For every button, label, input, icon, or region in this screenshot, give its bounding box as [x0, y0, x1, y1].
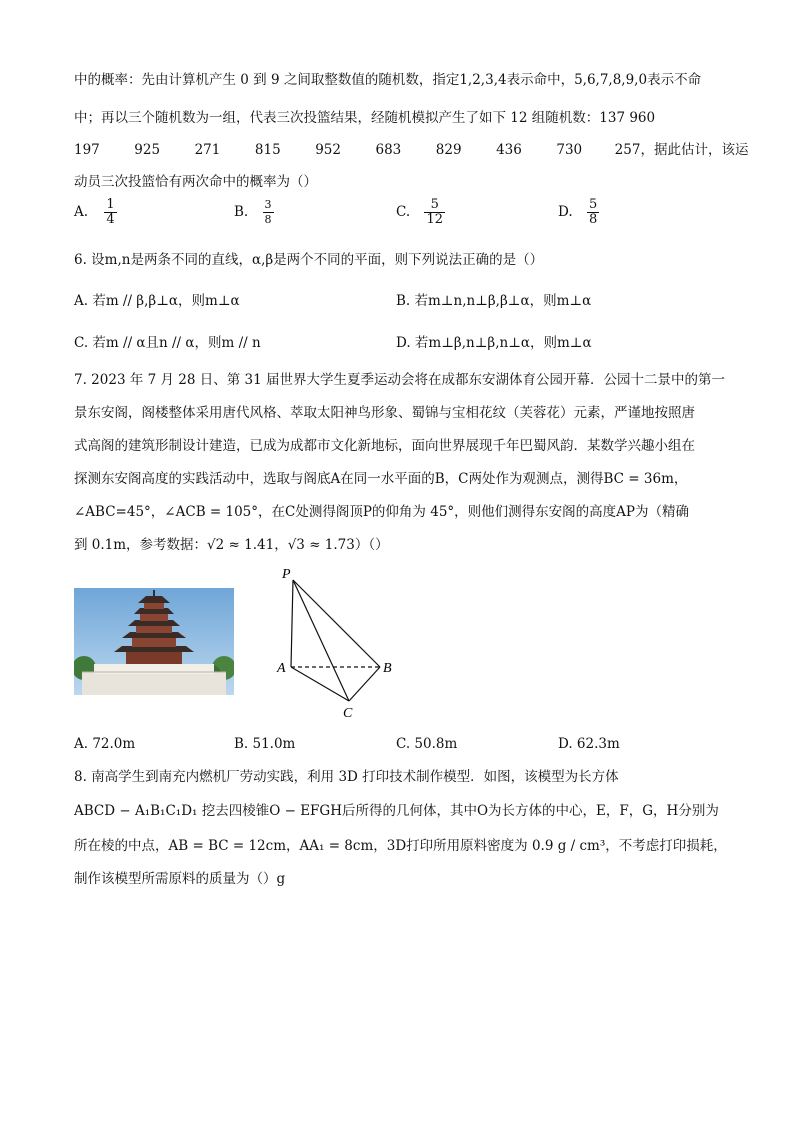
random-number: 952 — [315, 142, 341, 158]
q7-option-a: A. 72.0m — [74, 736, 136, 752]
q7-line-5: ∠ABC=45°，∠ACB = 105°，在C处测得阁顶P的仰角为 45°，则他们测得东安阁的高度AP为（精确 — [74, 504, 689, 520]
q6-option-c: C. 若m // α且n // α，则m // n — [74, 335, 261, 351]
label-a: A — [277, 661, 286, 676]
q8-line-3: 所在棱的中点，AB = BC = 12cm，AA₁ = 8cm，3D打印所用原料密度为 0.9 g / cm³，不考虑打印损耗， — [74, 838, 727, 854]
q5-option-b — [234, 198, 274, 227]
numerator: 3 — [264, 198, 272, 211]
numerator: 1 — [106, 197, 115, 212]
pavilion-image — [74, 588, 234, 695]
q5-option-a — [74, 198, 117, 227]
label-b: B — [383, 661, 392, 676]
numerator: 5 — [588, 197, 598, 212]
q8-line-1: 8. 南高学生到南充内燃机厂劳动实践，利用 3D 打印技术制作模型．如图，该模型为长方体 — [74, 769, 619, 785]
random-number: 197 — [74, 142, 100, 158]
option-label: C. — [396, 204, 411, 220]
q7-line-4: 探测东安阁高度的实践活动中，选取与阁底A在同一水平面的B，C两处作为观测点，测得BC = 36m， — [74, 471, 688, 487]
q7-line-3: 式高阁的建筑形制设计建造，已成为成都市文化新地标，面向世界展现千年巴蜀风韵．某数学兴趣小组在 — [74, 438, 695, 454]
random-number: 925 — [134, 142, 161, 158]
q6-option-a: A. 若m // β,β⊥α，则m⊥α — [74, 293, 240, 309]
edge-pb — [293, 580, 380, 667]
edge-bc — [349, 667, 380, 701]
tetrahedron-diagram — [276, 562, 406, 722]
denominator: 12 — [426, 212, 443, 227]
q7-line-1: 7. 2023 年 7 月 28 日、第 31 届世界大学生夏季运动会将在成都东安湖体育公园开幕．公园十二景中的第一 — [74, 372, 726, 388]
random-number: 436 — [496, 142, 522, 158]
random-number: 815 — [254, 142, 281, 158]
random-number: 257，据此估计，该运 — [614, 142, 749, 158]
fraction — [263, 198, 274, 227]
q7-option-d: D. 62.3m — [558, 736, 620, 752]
q5-option-c — [396, 198, 445, 227]
q7-option-c: C. 50.8m — [396, 736, 458, 752]
fraction — [424, 198, 445, 227]
random-number: 829 — [435, 142, 462, 158]
fraction — [587, 198, 599, 227]
fraction — [104, 198, 116, 227]
q5-line-2: 中；再以三个随机数为一组，代表三次投篮结果，经随机模拟产生了如下 12 组随机数：137 960 — [74, 110, 656, 126]
denominator: 8 — [264, 213, 272, 226]
pavilion-photo — [74, 588, 234, 695]
random-number: 271 — [194, 142, 221, 158]
q6-stem: 6. 设m,n是两条不同的直线，α,β是两个不同的平面，则下列说法正确的是（） — [74, 252, 544, 268]
q5-line-1: 中的概率：先由计算机产生 0 到 9 之间取整数值的随机数，指定1,2,3,4表示命中，5,6,7,8,9,0表示不命 — [74, 72, 702, 88]
tetrahedron-figure — [276, 562, 406, 722]
q5-random-numbers — [74, 140, 749, 160]
q7-option-b: B. 51.0m — [234, 736, 296, 752]
q5-line-4: 动员三次投篮恰有两次命中的概率为（） — [74, 174, 317, 190]
q8-line-2: ABCD − A₁B₁C₁D₁ 挖去四棱锥O − EFGH后所得的几何体，其中O为长方体的中心，E，F，G，H分别为 — [74, 803, 719, 819]
q6-option-d: D. 若m⊥β,n⊥β,n⊥α，则m⊥α — [396, 335, 592, 351]
numerator: 5 — [424, 198, 445, 213]
edge-pc — [293, 580, 349, 701]
random-number: 730 — [556, 142, 583, 158]
label-p: P — [282, 567, 291, 582]
random-number: 683 — [375, 142, 402, 158]
q5-option-d — [558, 198, 599, 227]
option-label: D. — [558, 204, 573, 220]
q8-line-4: 制作该模型所需原料的质量为（）g — [74, 871, 286, 887]
label-c: C — [343, 706, 353, 721]
q6-option-b: B. 若m⊥n,n⊥β,β⊥α，则m⊥α — [396, 293, 592, 309]
q7-line-2: 景东安阁，阁楼整体采用唐代风格、萃取太阳神鸟形象、蜀锦与宝相花纹（芙蓉花）元素，严谨地按照唐 — [74, 405, 695, 421]
denominator: 4 — [106, 212, 115, 227]
option-label: A. — [74, 204, 89, 220]
denominator: 8 — [588, 212, 598, 227]
edge-ac — [291, 667, 349, 701]
option-label: B. — [234, 204, 249, 220]
edge-pa — [291, 580, 293, 667]
q7-line-6: 到 0.1m，参考数据：√2 ≈ 1.41，√3 ≈ 1.73）（） — [74, 537, 389, 553]
